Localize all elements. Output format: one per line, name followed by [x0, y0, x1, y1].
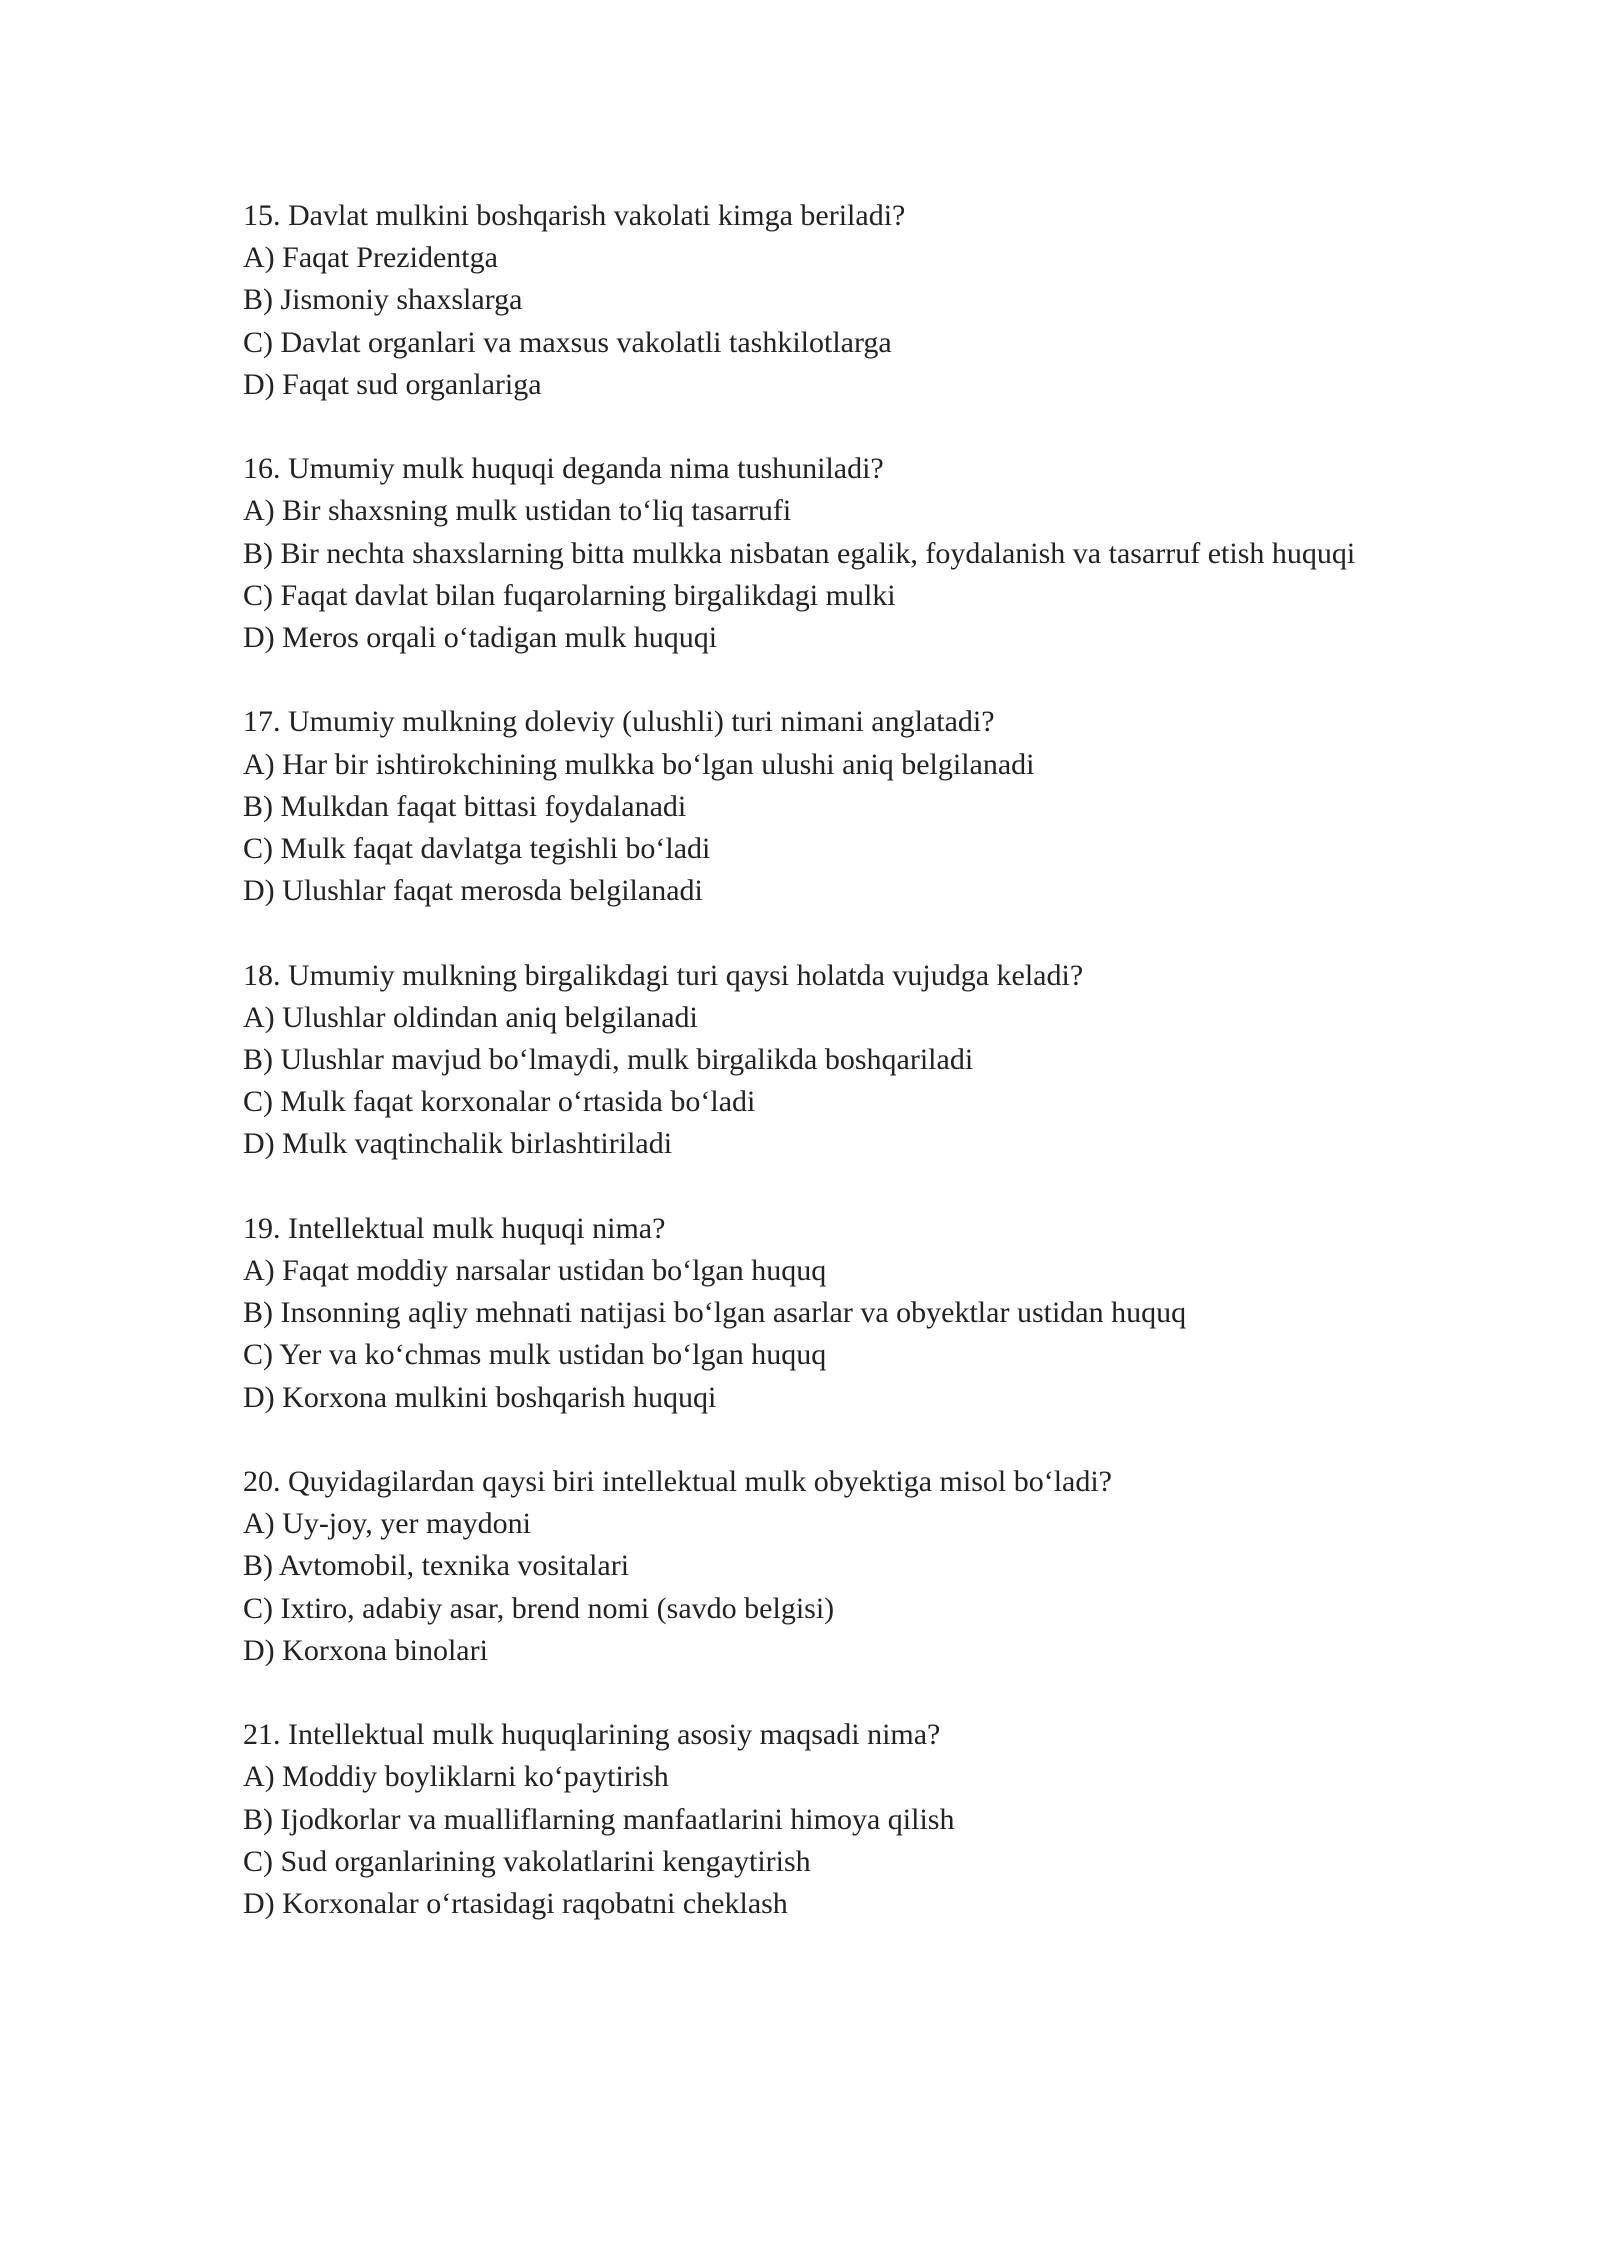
- question-17: [243, 701, 1368, 912]
- question-text: 19. Intellektual mulk huquqi nima?: [243, 1211, 666, 1245]
- question-text: 21. Intellektual mulk huquqlarining asosiy maqsadi nima?: [243, 1718, 941, 1752]
- question-19: [243, 1208, 1368, 1419]
- option-a: A) Ulushlar oldindan aniq belgilanadi: [243, 1000, 698, 1034]
- option-c: C) Yer va ko‘chmas mulk ustidan bo‘lgan huquq: [243, 1338, 827, 1372]
- option-c: C) Davlat organlari va maxsus vakolatli tashkilotlarga: [243, 325, 892, 359]
- question-text: 18. Umumiy mulkning birgalikdagi turi qaysi holatda vujudga keladi?: [243, 958, 1084, 992]
- option-b: B) Ulushlar mavjud bo‘lmaydi, mulk birgalikda boshqariladi: [243, 1043, 974, 1077]
- question-text: 20. Quyidagilardan qaysi biri intellektual mulk obyektiga misol bo‘ladi?: [243, 1465, 1112, 1499]
- option-a: A) Faqat moddiy narsalar ustidan bo‘lgan huquq: [243, 1254, 827, 1288]
- option-a: A) Uy-joy, yer maydoni: [243, 1507, 531, 1541]
- question-text: 15. Davlat mulkini boshqarish vakolati kimga beriladi?: [243, 199, 906, 232]
- option-c: C) Mulk faqat korxonalar o‘rtasida bo‘ladi: [243, 1085, 756, 1119]
- option-d: D) Faqat sud organlariga: [243, 367, 542, 401]
- option-b: B) Insonning aqliy mehnati natijasi bo‘lgan asarlar va obyektlar ustidan huquq: [243, 1296, 1187, 1330]
- option-d: D) Korxona mulkini boshqarish huquqi: [243, 1380, 717, 1414]
- option-d: D) Korxonalar o‘rtasidagi raqobatni cheklash: [243, 1887, 788, 1921]
- option-b: B) Jismoniy shaxslarga: [243, 283, 523, 317]
- option-c: C) Mulk faqat davlatga tegishli bo‘ladi: [243, 832, 711, 866]
- question-text: 17. Umumiy mulkning doleviy (ulushli) turi nimani anglatadi?: [243, 705, 995, 739]
- question-16: [243, 448, 1368, 659]
- option-b: B) Bir nechta shaxslarning bitta mulkka nisbatan egalik, foydalanish va tasarruf etish huquqi: [243, 536, 1356, 570]
- option-a: A) Faqat Prezidentga: [243, 241, 498, 275]
- option-b: B) Mulkdan faqat bittasi foydalanadi: [243, 789, 687, 823]
- question-15: [243, 195, 1368, 406]
- option-a: A) Har bir ishtirokchining mulkka bo‘lgan ulushi aniq belgilanadi: [243, 747, 1035, 781]
- option-c: C) Faqat davlat bilan fuqarolarning birgalikdagi mulki: [243, 578, 896, 612]
- option-d: D) Ulushlar faqat merosda belgilanadi: [243, 874, 703, 908]
- question-20: [243, 1461, 1368, 1672]
- option-c: C) Ixtiro, adabiy asar, brend nomi (savdo belgisi): [243, 1591, 835, 1625]
- option-a: A) Moddiy boyliklarni ko‘paytirish: [243, 1760, 669, 1794]
- option-d: D) Korxona binolari: [243, 1633, 488, 1667]
- option-d: D) Mulk vaqtinchalik birlashtiriladi: [243, 1127, 673, 1161]
- question-21: [243, 1714, 1368, 1925]
- question-18: [243, 955, 1368, 1166]
- option-d: D) Meros orqali o‘tadigan mulk huquqi: [243, 621, 718, 655]
- option-c: C) Sud organlarining vakolatlarini kengaytirish: [243, 1844, 811, 1878]
- option-b: B) Avtomobil, texnika vositalari: [243, 1549, 630, 1583]
- option-b: B) Ijodkorlar va mualliflarning manfaatlarini himoya qilish: [243, 1802, 955, 1836]
- option-a: A) Bir shaxsning mulk ustidan to‘liq tasarrufi: [243, 494, 792, 528]
- question-text: 16. Umumiy mulk huquqi deganda nima tushuniladi?: [243, 452, 884, 486]
- document-page: [243, 195, 1368, 1967]
